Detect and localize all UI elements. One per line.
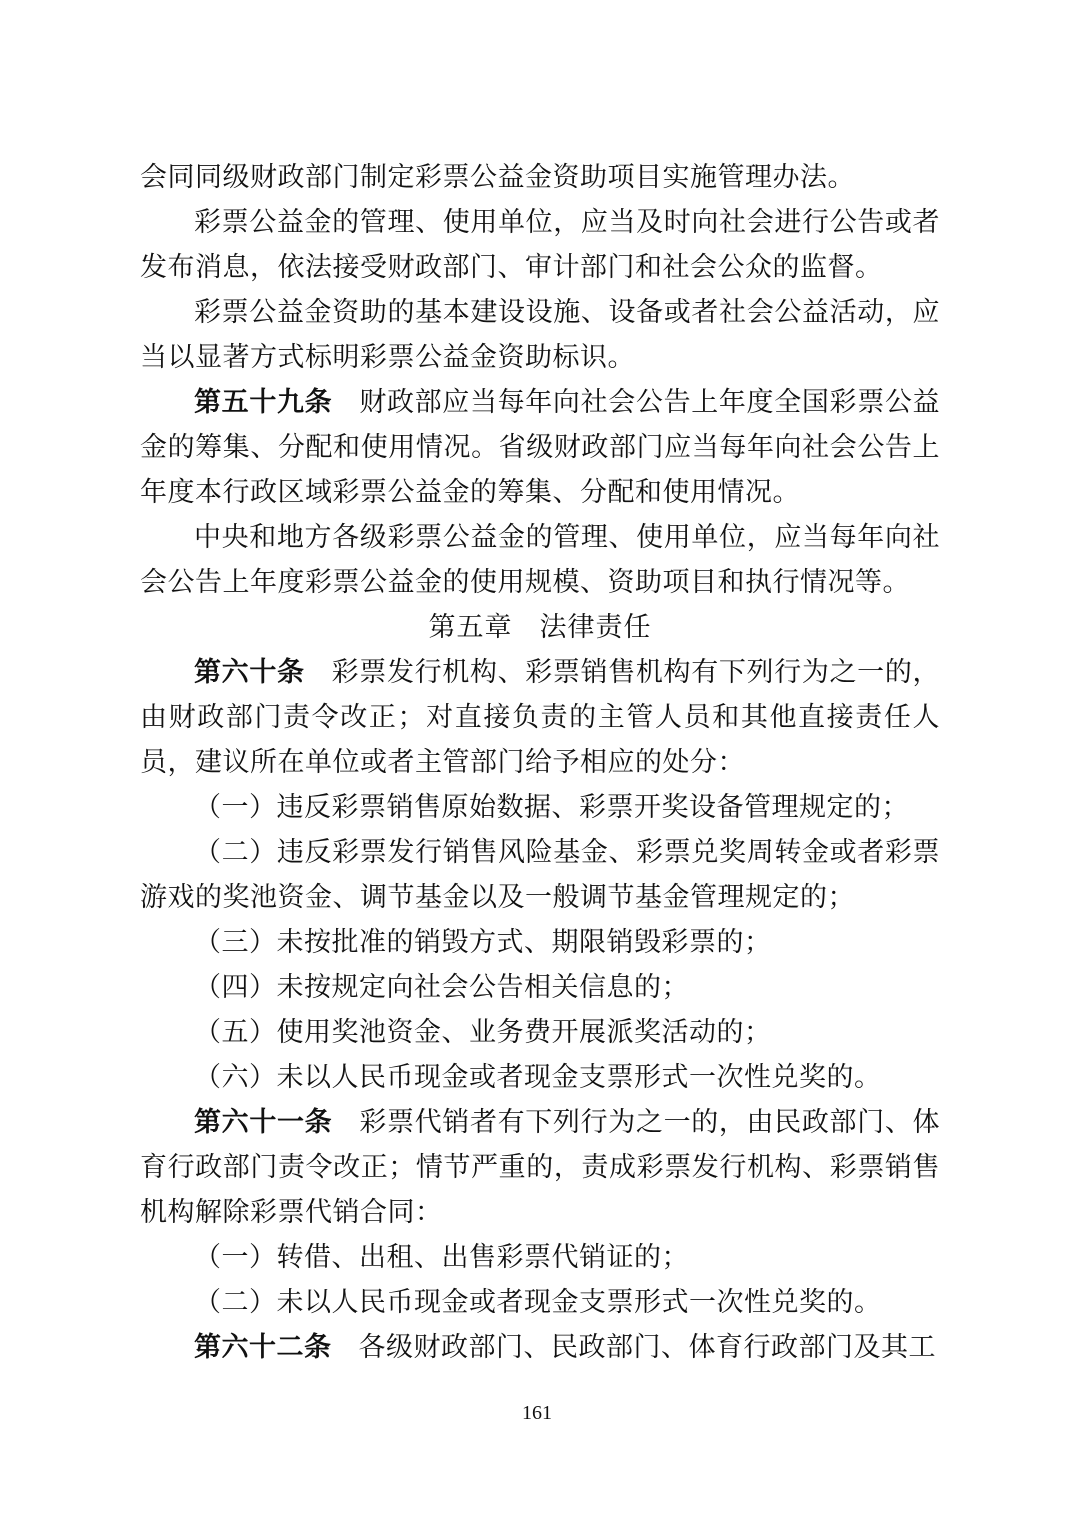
article-60-text: 彩票发行机构、彩票销售机构有下列行为之一的，由财政部门责令改正；对直接负责的主管人员和其他直接责任人员，建议所在单位或者主管部门给予相应的处分： (140, 657, 940, 778)
chapter-title: 法律责任 (539, 612, 652, 643)
article-61 (140, 1100, 940, 1235)
article-61-item-1: （一）转借、出租、出售彩票代销证的； (194, 1242, 689, 1273)
article-60 (140, 650, 940, 785)
article-62-title: 第六十二条 (194, 1332, 332, 1363)
article-61-title: 第六十一条 (194, 1107, 333, 1138)
article-61-text: 彩票代销者有下列行为之一的，由民政部门、体育行政部门责令改正；情节严重的，责成彩票发行机构、彩票销售机构解除彩票代销合同： (140, 1107, 941, 1228)
article-60-item-6: （六）未以人民币现金或者现金支票形式一次性兑奖的。 (194, 1062, 882, 1093)
article-60-item-2: （二）违反彩票发行销售风险基金、彩票兑奖周转金或者彩票游戏的奖池资金、调节基金以及一般调节基金管理规定的； (140, 837, 940, 913)
paragraph-continuation: 会同同级财政部门制定彩票公益金资助项目实施管理办法。 (140, 162, 855, 193)
document-body (140, 155, 940, 1370)
article-60-title: 第六十条 (194, 657, 305, 688)
article-59-title: 第五十九条 (194, 387, 333, 418)
chapter-number: 第五章 (428, 612, 513, 643)
paragraph-public-notice: 彩票公益金的管理、使用单位，应当及时向社会进行公告或者发布消息，依法接受财政部门、审计部门和社会公众的监督。 (140, 207, 940, 283)
paragraph-funding-mark: 彩票公益金资助的基本建设设施、设备或者社会公益活动，应当以显著方式标明彩票公益金资助标识。 (140, 297, 940, 373)
article-62-text: 各级财政部门、民政部门、体育行政部门及其工 (358, 1332, 936, 1363)
article-62 (140, 1325, 940, 1370)
article-59-text: 财政部应当每年向社会公告上年度全国彩票公益金的筹集、分配和使用情况。省级财政部门应当每年向社会公告上年度本行政区域彩票公益金的筹集、分配和使用情况。 (140, 387, 941, 508)
article-60-item-1: （一）违反彩票销售原始数据、彩票开奖设备管理规定的； (194, 792, 909, 823)
article-60-item-5: （五）使用奖池资金、业务费开展派奖活动的； (194, 1017, 772, 1048)
paragraph-annual-report: 中央和地方各级彩票公益金的管理、使用单位，应当每年向社会公告上年度彩票公益金的使用规模、资助项目和执行情况等。 (140, 522, 940, 598)
chapter-heading (140, 605, 940, 650)
page-number: 161 (522, 1402, 552, 1424)
article-60-item-4: （四）未按规定向社会公告相关信息的； (194, 972, 689, 1003)
article-60-item-3: （三）未按批准的销毁方式、期限销毁彩票的； (194, 927, 772, 958)
article-59 (140, 380, 940, 515)
article-61-item-2: （二）未以人民币现金或者现金支票形式一次性兑奖的。 (194, 1287, 882, 1318)
